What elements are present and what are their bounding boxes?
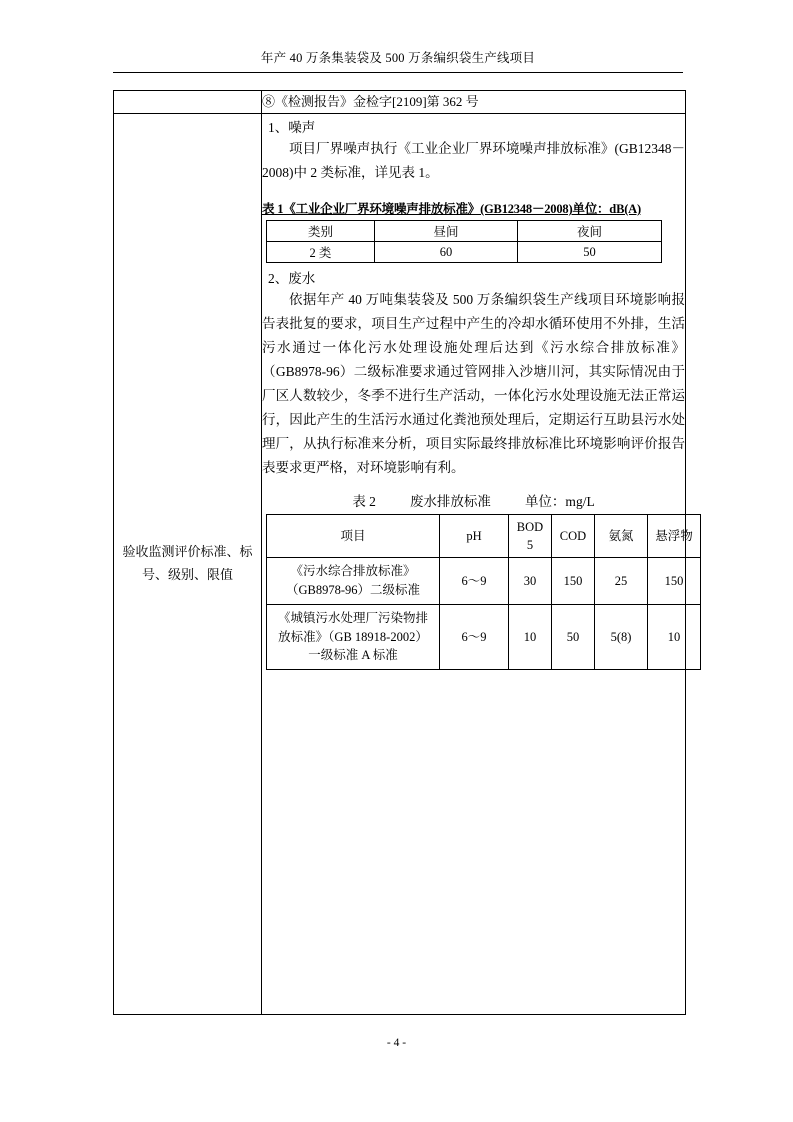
wastewater-table-caption <box>262 490 685 510</box>
main-content-table <box>113 90 693 1015</box>
standards-content-cell <box>262 114 693 1015</box>
wastewater-standard-table <box>266 514 701 670</box>
ww-row1-name: 《污水综合排放标准》（GB8978-96）二级标准 <box>267 558 440 605</box>
section-heading-wastewater: 2、废水 <box>268 271 316 287</box>
ww-header-item: 项目 <box>267 515 440 558</box>
ww-header-cod: COD <box>552 515 595 558</box>
row-label-standards: 验收监测评价标准、标号、级别、限值 <box>114 114 262 1015</box>
report-reference-text: ⑧《检测报告》金检字[2109]第 362 号 <box>262 91 686 114</box>
wastewater-caption-label: 表 2 <box>352 494 376 510</box>
section-paragraph-noise: 项目厂界噪声执行《工业企业厂界环境噪声排放标准》(GB12348－2008)中 2 类标准，详见表 1。 <box>262 141 685 181</box>
table-row <box>267 604 701 669</box>
empty-label-cell <box>114 91 262 114</box>
ww-row2-ph: 6～9 <box>440 604 509 669</box>
ww-row2-name: 《城镇污水处理厂污染物排放标准》（GB 18918-2002）一级标准 A 标准 <box>267 604 440 669</box>
ww-row1-ammonia: 25 <box>595 558 648 605</box>
ww-row1-bod5: 30 <box>509 558 552 605</box>
noise-header-day: 昼间 <box>375 221 518 242</box>
ww-row2-bod5: 10 <box>509 604 552 669</box>
noise-header-night: 夜间 <box>518 221 662 242</box>
table-header-row <box>267 221 662 242</box>
ww-header-ss: 悬浮物 <box>648 515 701 558</box>
noise-cell-night: 50 <box>518 242 662 263</box>
noise-header-category: 类别 <box>267 221 375 242</box>
table-row-report-reference <box>114 91 686 114</box>
table-row-standards <box>114 114 686 1015</box>
noise-table-caption: 表 1《工业企业厂界环境噪声排放标准》(GB12348－2008)单位：dB(A) <box>262 202 641 217</box>
wastewater-caption-title: 废水排放标准 <box>409 494 491 510</box>
section-heading-noise: 1、噪声 <box>268 120 316 135</box>
table-row <box>267 558 701 605</box>
noise-standard-table <box>266 220 662 263</box>
ww-row1-ss: 150 <box>648 558 701 605</box>
page-number: - 4 - <box>386 1037 407 1049</box>
noise-cell-category: 2 类 <box>267 242 375 263</box>
running-header: 年产 40 万条集装袋及 500 万条编织袋生产线项目 <box>260 51 536 65</box>
noise-cell-day: 60 <box>375 242 518 263</box>
ww-row2-ss: 10 <box>648 604 701 669</box>
ww-row2-ammonia: 5(8) <box>595 604 648 669</box>
ww-row1-cod: 150 <box>552 558 595 605</box>
header-divider <box>113 72 683 73</box>
wastewater-caption-unit: 单位：mg/L <box>524 494 595 510</box>
table-header-row <box>267 515 701 558</box>
table-row <box>267 242 662 263</box>
ww-row2-cod: 50 <box>552 604 595 669</box>
section-paragraph-wastewater: 依据年产 40 万吨集装袋及 500 万条编织袋生产线项目环境影响报告表批复的要求，项目生产过程中产生的冷却水循环使用不外排，生活污水通过一体化污水处理设施处理后达到《污水综合排放标准》（GB8978-96）二级标准要求通过管网排入沙塘川河，其实际情况由于厂区人数较少，冬季不进行生产活动，一体化污水处理设施无法正常运行，因此产生的生活污水通过化粪池预处理后，定期运行互助县污水处理厂，从执行标准来分析，项目实际最终排放标准比环境影响评价报告表要求更严格，对环境影响有利。 <box>262 292 685 476</box>
ww-row1-ph: 6～9 <box>440 558 509 605</box>
ww-header-ph: pH <box>440 515 509 558</box>
ww-header-ammonia: 氨氮 <box>595 515 648 558</box>
ww-header-bod5: BOD 5 <box>509 515 552 558</box>
